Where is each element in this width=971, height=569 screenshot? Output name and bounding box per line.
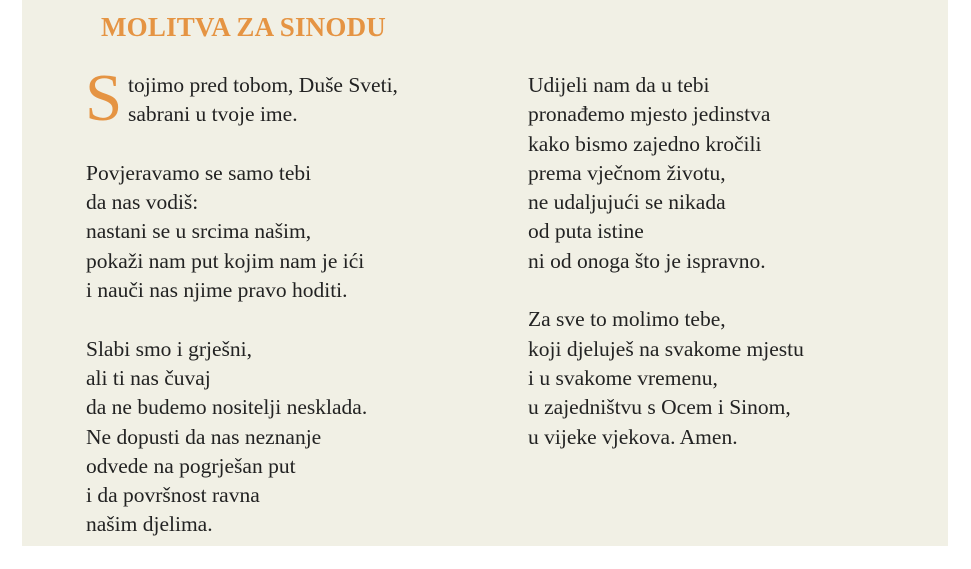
verse-line: da nas vodiš: bbox=[86, 190, 199, 215]
verse-line: ali ti nas čuvaj bbox=[86, 365, 211, 390]
verse-line: koji djeluješ na svakome mjestu bbox=[528, 336, 804, 361]
verse-line: odvede na pogrješan put bbox=[86, 453, 296, 478]
verse-line: pronađemo mjesto jedinstva bbox=[528, 102, 771, 127]
verse-line: tojimo pred tobom, Duše Sveti, bbox=[128, 73, 398, 97]
left-column bbox=[85, 61, 486, 569]
verse-line: u vijeke vjekova. Amen. bbox=[528, 424, 738, 449]
prayer-title: MOLITVA ZA SINODU bbox=[101, 12, 386, 42]
stanza-4 bbox=[528, 71, 928, 276]
right-column bbox=[528, 71, 928, 481]
verse-line: i u svakome vremenu, bbox=[528, 365, 718, 390]
verse-line: kako bismo zajedno kročili bbox=[528, 131, 762, 156]
verse-line: od puta istine bbox=[528, 219, 644, 244]
verse-line: nastani se u srcima našim, bbox=[86, 219, 312, 244]
verse-line: Ne dopusti da nas neznanje bbox=[86, 424, 322, 449]
verse-line: ne udaljujući se nikada bbox=[528, 190, 726, 215]
stanza-2 bbox=[86, 159, 486, 305]
prayer-page bbox=[22, 0, 948, 546]
verse-line: da ne budemo nositelji nesklada. bbox=[86, 395, 368, 420]
verse-line: i da površnost ravna bbox=[86, 483, 260, 508]
stanza-5 bbox=[528, 305, 928, 451]
verse-line: i nauči nas njime pravo hoditi. bbox=[86, 278, 348, 303]
drop-cap-letter: S bbox=[85, 61, 123, 135]
verse-line: Povjeravamo se samo tebi bbox=[86, 160, 312, 185]
verse-line: u zajedništvu s Ocem i Sinom, bbox=[528, 395, 791, 420]
verse-line: Slabi smo i grješni, bbox=[86, 336, 253, 361]
verse-line: Za sve to molimo tebe, bbox=[528, 307, 726, 332]
stanza-1 bbox=[85, 61, 486, 135]
verse-line: prema vječnom životu, bbox=[528, 160, 726, 185]
verse-line: Udijeli nam da u tebi bbox=[528, 73, 710, 97]
stanza-3 bbox=[86, 335, 486, 540]
verse-line: ni od onoga što je ispravno. bbox=[528, 248, 766, 273]
verse-line: našim djelima. bbox=[86, 512, 213, 537]
verse-line: sabrani u tvoje ime. bbox=[128, 102, 298, 127]
verse-line: pokaži nam put kojim nam je ići bbox=[86, 248, 365, 273]
